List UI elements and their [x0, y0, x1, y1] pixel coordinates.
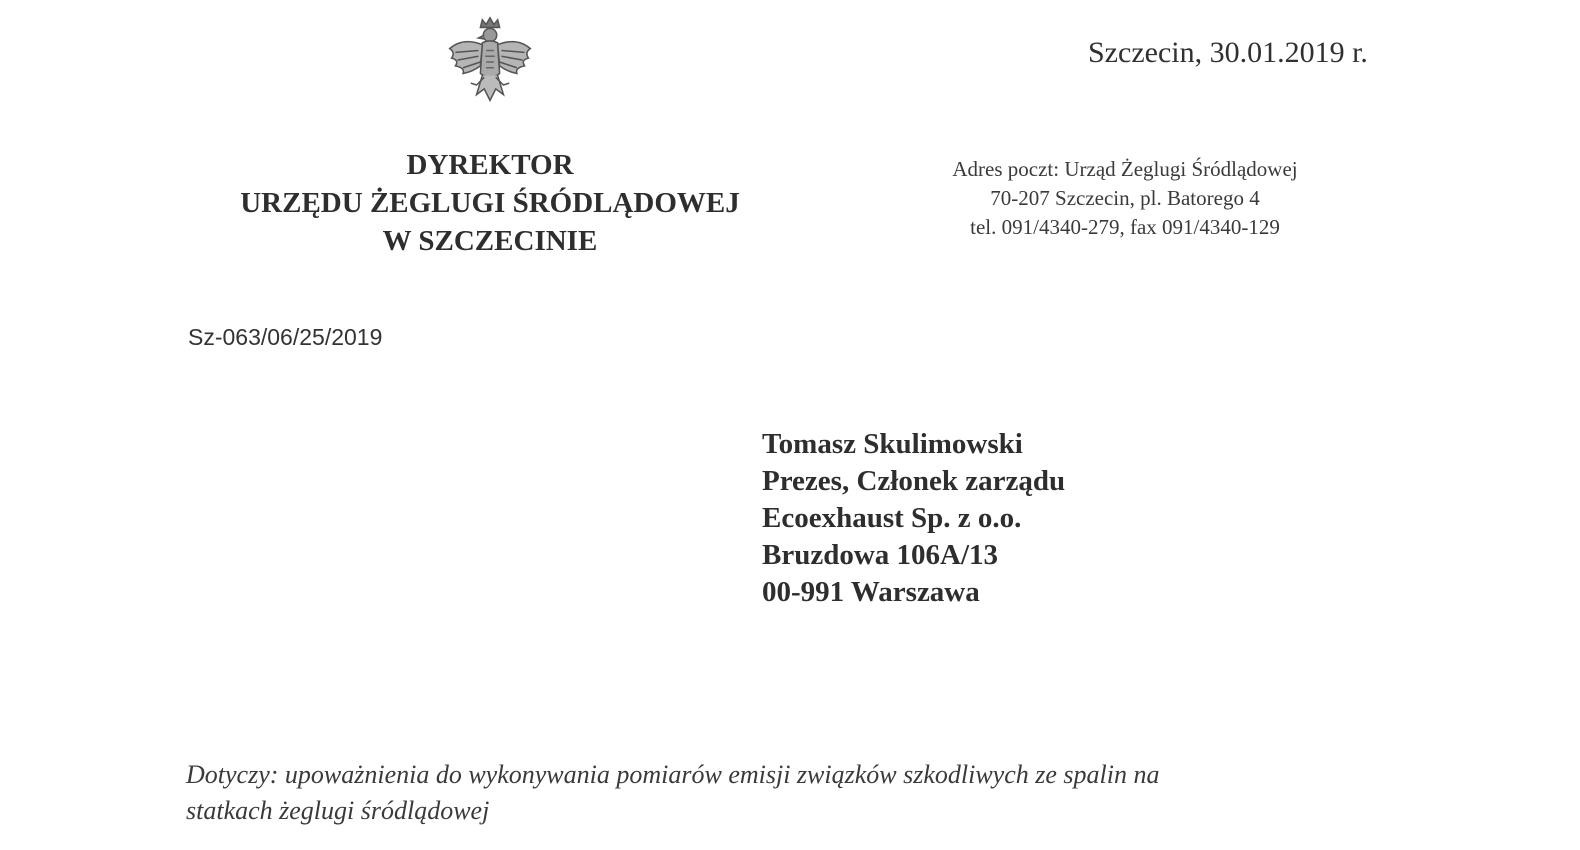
- recipient-block: [762, 426, 1065, 611]
- issuer-heading: [190, 146, 790, 260]
- postal-address-line: Adres poczt: Urząd Żeglugi Śródlądowej: [952, 157, 1298, 181]
- subject-line: [186, 757, 1416, 829]
- recipient-position: Prezes, Członek zarządu: [762, 465, 1066, 497]
- issuer-city-line: W SZCZECINIE: [382, 225, 598, 257]
- postal-address-block: [900, 155, 1350, 242]
- letter-date: Szczecin, 30.01.2019 r.: [1088, 36, 1368, 69]
- postal-street-line: 70-207 Szczecin, pl. Batorego 4: [990, 186, 1260, 210]
- issuer-office-line: URZĘDU ŻEGLUGI ŚRÓDLĄDOWEJ: [240, 187, 740, 219]
- recipient-street: Bruzdowa 106A/13: [762, 539, 999, 571]
- subject-line-2: statkach żeglugi śródlądowej: [186, 796, 490, 825]
- recipient-city: 00-991 Warszawa: [762, 576, 980, 608]
- reference-number: Sz-063/06/25/2019: [188, 324, 383, 350]
- recipient-name: Tomasz Skulimowski: [762, 428, 1023, 460]
- issuer-title-line: DYREKTOR: [406, 149, 574, 181]
- recipient-company: Ecoexhaust Sp. z o.o.: [762, 502, 1022, 534]
- subject-line-1: Dotyczy: upoważnienia do wykonywania pomiarów emisji związków szkodliwych ze spalin na: [186, 760, 1160, 789]
- postal-contact-line: tel. 091/4340-279, fax 091/4340-129: [970, 215, 1280, 239]
- polish-eagle-emblem-icon: [442, 14, 538, 110]
